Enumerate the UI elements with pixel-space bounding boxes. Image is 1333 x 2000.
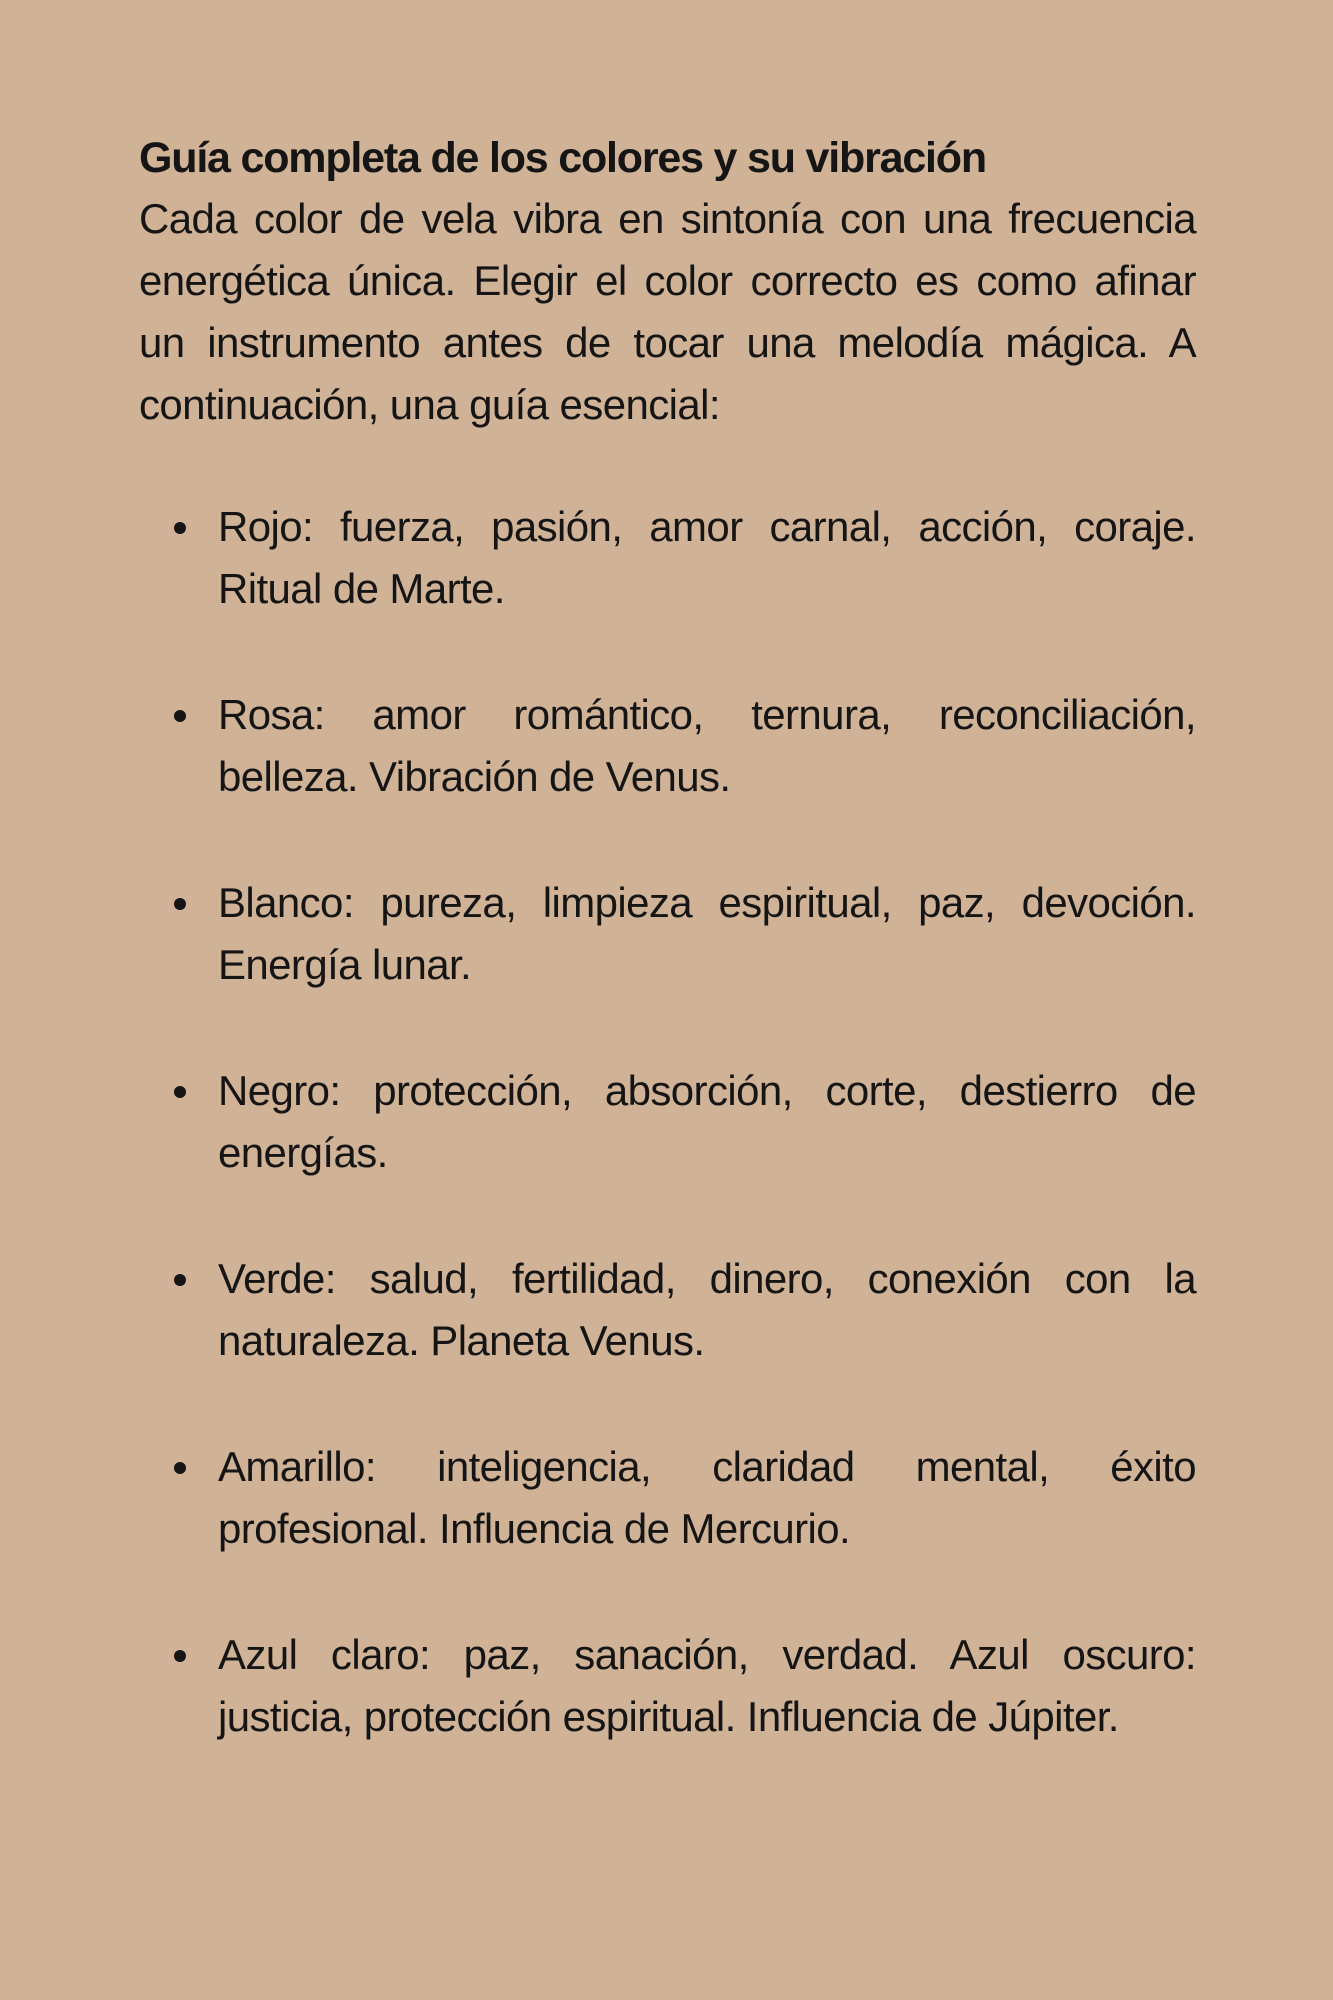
list-item bbox=[139, 1436, 1196, 1560]
color-guide-list bbox=[139, 496, 1196, 1748]
list-item bbox=[139, 1060, 1196, 1184]
list-item-text: Blanco: pureza, limpieza espiritual, paz, devoción. Energía lunar. bbox=[218, 879, 1196, 988]
list-item-text: Azul claro: paz, sanación, verdad. Azul oscuro: justicia, protección espiritual. Influencia de Júpiter. bbox=[218, 1631, 1196, 1740]
bullet-icon bbox=[174, 1650, 186, 1662]
list-item-text: Amarillo: inteligencia, claridad mental, éxito profesional. Influencia de Mercurio. bbox=[218, 1443, 1196, 1552]
list-item bbox=[139, 1248, 1196, 1372]
list-item-text: Rosa: amor romántico, ternura, reconciliación, belleza. Vibración de Venus. bbox=[218, 691, 1196, 800]
list-item bbox=[139, 496, 1196, 620]
page-title: Guía completa de los colores y su vibración bbox=[139, 134, 986, 182]
list-item bbox=[139, 1624, 1196, 1748]
bullet-icon bbox=[174, 1462, 186, 1474]
bullet-icon bbox=[174, 898, 186, 910]
list-item bbox=[139, 684, 1196, 808]
list-item-text: Verde: salud, fertilidad, dinero, conexión con la naturaleza. Planeta Venus. bbox=[218, 1255, 1196, 1364]
bullet-icon bbox=[174, 1086, 186, 1098]
bullet-icon bbox=[174, 522, 186, 534]
intro-paragraph: Cada color de vela vibra en sintonía con una frecuencia energética única. Elegir el color correcto es como afinar un instrumento antes de tocar una melodía mágica. A continuación, una guía esencial: bbox=[139, 195, 1196, 428]
list-item bbox=[139, 872, 1196, 996]
bullet-icon bbox=[174, 1274, 186, 1286]
list-item-text: Rojo: fuerza, pasión, amor carnal, acción, coraje. Ritual de Marte. bbox=[218, 503, 1196, 612]
bullet-icon bbox=[174, 710, 186, 722]
list-item-text: Negro: protección, absorción, corte, destierro de energías. bbox=[218, 1067, 1196, 1176]
